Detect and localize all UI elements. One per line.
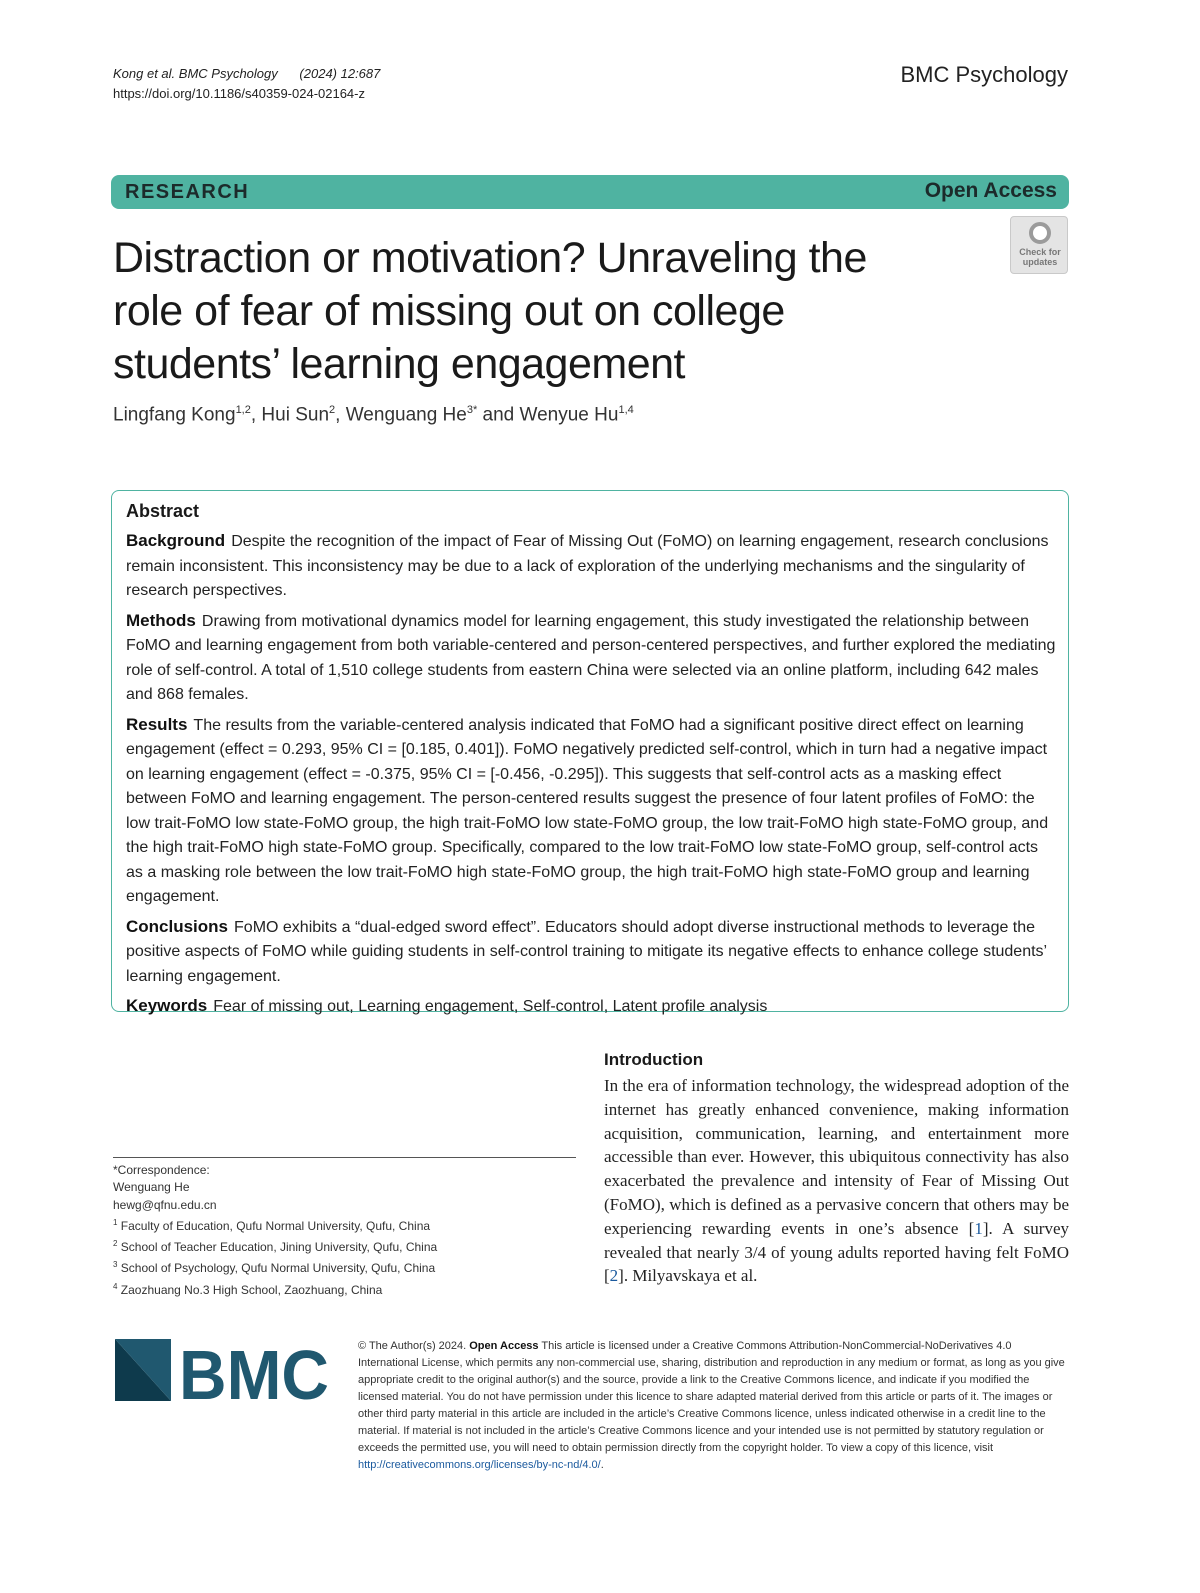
affiliation-text: School of Psychology, Qufu Normal University, Qufu, China — [120, 1261, 436, 1276]
citation-authors: Kong et al. BMC Psychology — [113, 66, 278, 81]
bmc-logo — [113, 1337, 333, 1403]
background-text: Despite the recognition of the impact of Fear of Missing Out (FoMO) on learning engagement, research conclusions remain inconsistent. This inconsistency may be due to a lack of exploration of the underlying mechanisms and the singularity of research perspectives. — [126, 533, 1049, 599]
reference-link[interactable]: 1 — [974, 1218, 983, 1238]
author-list — [113, 404, 634, 426]
affiliation-number: 3 — [113, 1260, 118, 1270]
license-link[interactable]: http://creativecommons.org/licenses/by-nc-nd/4.0/ — [358, 1459, 601, 1471]
affiliation-text: School of Teacher Education, Jining University, Qufu, China — [120, 1240, 438, 1255]
affiliation-item — [113, 1214, 437, 1235]
license-suffix: . — [600, 1459, 604, 1471]
journal-name: BMC Psychology — [900, 62, 1068, 87]
author-name[interactable]: Lingfang Kong — [113, 404, 236, 426]
keywords-text: Fear of missing out, Learning engagement, Self-control, Latent profile analysis — [213, 998, 768, 1015]
correspondence-email[interactable]: hewg@qfnu.edu.cn — [113, 1197, 217, 1212]
article-title: Distraction or motivation? Unraveling the role of fear of missing out on college students’ learning engagement — [113, 234, 867, 388]
citation-header — [113, 64, 380, 104]
correspondence-label: *Correspondence: — [113, 1163, 210, 1177]
author-name[interactable]: Wenyue Hu — [519, 404, 619, 426]
affiliation-text: Faculty of Education, Qufu Normal University, Qufu, China — [120, 1218, 431, 1233]
affiliation-number: 1 — [113, 1217, 118, 1227]
abstract-methods — [126, 609, 1056, 708]
results-text: The results from the variable-centered analysis indicated that FoMO had a significant positive direct effect on learning engagement (effect = 0.293, 95% CI = [0.185, 0.401]). FoMO negatively predicted self-control, which in turn had a negative impact on learning engagement (effect = -0.375, 95% CI = [-0.456, -0.295]). This suggests that self-control acts as a masking effect between FoMO and learning engagement. The person-centered results suggest the presence of four latent profiles of FoMO: the low trait-FoMO low state-FoMO group, the high trait-FoMO low state-FoMO group, the low trait-FoMO high state-FoMO group, and the high trait-FoMO high state-FoMO group. Specifically, compared to the low trait-FoMO low state-FoMO group, self-control acts as a masking role between the low trait-FoMO high state-FoMO group, the high trait-FoMO high state-FoMO group and learning engagement. — [126, 716, 1049, 905]
background-label: Background — [126, 531, 226, 550]
check-for-updates-label: Check for updates — [1019, 247, 1061, 267]
abstract-body — [126, 529, 1056, 1025]
crossmark-icon — [1029, 222, 1051, 244]
author-name[interactable]: Hui Sun — [261, 404, 330, 426]
license-copyright: © The Author(s) 2024. — [358, 1340, 467, 1352]
citation-year-volume: (2024) 12:687 — [299, 66, 381, 81]
author-separator: , — [250, 404, 262, 426]
author-name[interactable]: Wenguang He — [345, 404, 467, 426]
affiliation-item — [113, 1278, 437, 1299]
intro-text-part: ]. A survey revealed that nearly 3/4 of young adults reported having felt FoMO [ — [604, 1218, 1070, 1286]
results-label: Results — [126, 714, 188, 734]
footnotes — [113, 1162, 437, 1299]
conclusions-text: FoMO exhibits a “dual-edged sword effect”. Educators should adopt diverse instructional methods to leverage the positive aspects of FoMO while guiding students in self-control training to mitigate its negative effects to enhance college students’ learning engagement. — [126, 918, 1047, 985]
introduction-heading: Introduction — [604, 1050, 704, 1069]
check-for-updates-button[interactable] — [1010, 216, 1068, 274]
keywords-label: Keywords — [126, 996, 208, 1015]
doi-link[interactable]: https://doi.org/10.1186/s40359-024-02164-z — [113, 86, 365, 101]
author-affiliation-sup: 3* — [466, 404, 478, 416]
author-affiliation-sup: 1,4 — [618, 404, 634, 416]
methods-text: Drawing from motivational dynamics model for learning engagement, this study investigated the relationship between FoMO and learning engagement from both variable-centered and person-centered perspectives, and further explored the mediating role of self-control. A total of 1,510 college students from eastern China were selected via an online platform, including 642 males and 868 females. — [126, 612, 1056, 703]
author-separator: , — [335, 404, 346, 426]
bmc-logo-text: BMC — [179, 1337, 329, 1403]
abstract-keywords — [126, 994, 1056, 1020]
affiliation-number: 4 — [113, 1281, 118, 1291]
abstract-conclusions — [126, 915, 1056, 990]
introduction-paragraph — [604, 1074, 1069, 1288]
license-statement — [358, 1338, 1070, 1474]
affiliation-text: Zaozhuang No.3 High School, Zaozhuang, China — [120, 1282, 383, 1297]
methods-label: Methods — [126, 610, 196, 630]
affiliation-item — [113, 1256, 437, 1277]
open-access-label: Open Access — [924, 179, 1057, 202]
abstract-background — [126, 529, 1056, 604]
article-type-label: RESEARCH — [125, 181, 250, 203]
intro-text-part: ]. Milyavskaya et al. — [618, 1266, 758, 1286]
license-open-access: Open Access — [469, 1340, 539, 1352]
intro-text-part: In the era of information technology, the widespread adoption of the internet has greatly enhanced convenience, making information acquisition, communication, learning, and entertainment more accessible than ever. However, this ubiquitous connectivity has also exacerbated the prevalence and intensity of Fear of Missing Out (FoMO), which is defined as a pervasive concern that others may be experiencing rewarding events in one’s absence [ — [604, 1076, 1069, 1238]
article-type-banner — [111, 175, 1069, 209]
author-affiliation-sup: 1,2 — [235, 404, 251, 416]
abstract-box — [111, 490, 1069, 1015]
abstract-results — [126, 713, 1056, 910]
reference-link[interactable]: 2 — [609, 1266, 619, 1286]
license-body: This article is licensed under a Creative Commons Attribution-NonCommercial-NoDerivatives 4.0 International License, which permits any non-commercial use, sharing, distribution and reproduction in any medium or format, as long as you give appropriate credit to the original author(s) and the source, provide a link to the Creative Commons licence, and indicate if you modified the licensed material. You do not have permission under this licence to share adapted material derived from this article or parts of it. The images or other third party material in this article are included in the article’s Creative Commons licence, unless indicated otherwise in a credit line to the material. If material is not included in the article’s Creative Commons licence and your intended use is not permitted by statutory regulation or exceeds the permitted use, you will need to obtain permission directly from the copyright holder. To view a copy of this licence, visit — [358, 1340, 1065, 1454]
conclusions-label: Conclusions — [126, 916, 229, 936]
footnote-divider — [113, 1157, 576, 1158]
affiliation-number: 2 — [113, 1239, 118, 1249]
affiliation-item — [113, 1235, 437, 1256]
abstract-heading: Abstract — [126, 501, 200, 521]
correspondence-name: Wenguang He — [113, 1180, 190, 1195]
author-affiliation-sup: 2 — [329, 404, 336, 416]
author-separator: and — [477, 404, 520, 426]
